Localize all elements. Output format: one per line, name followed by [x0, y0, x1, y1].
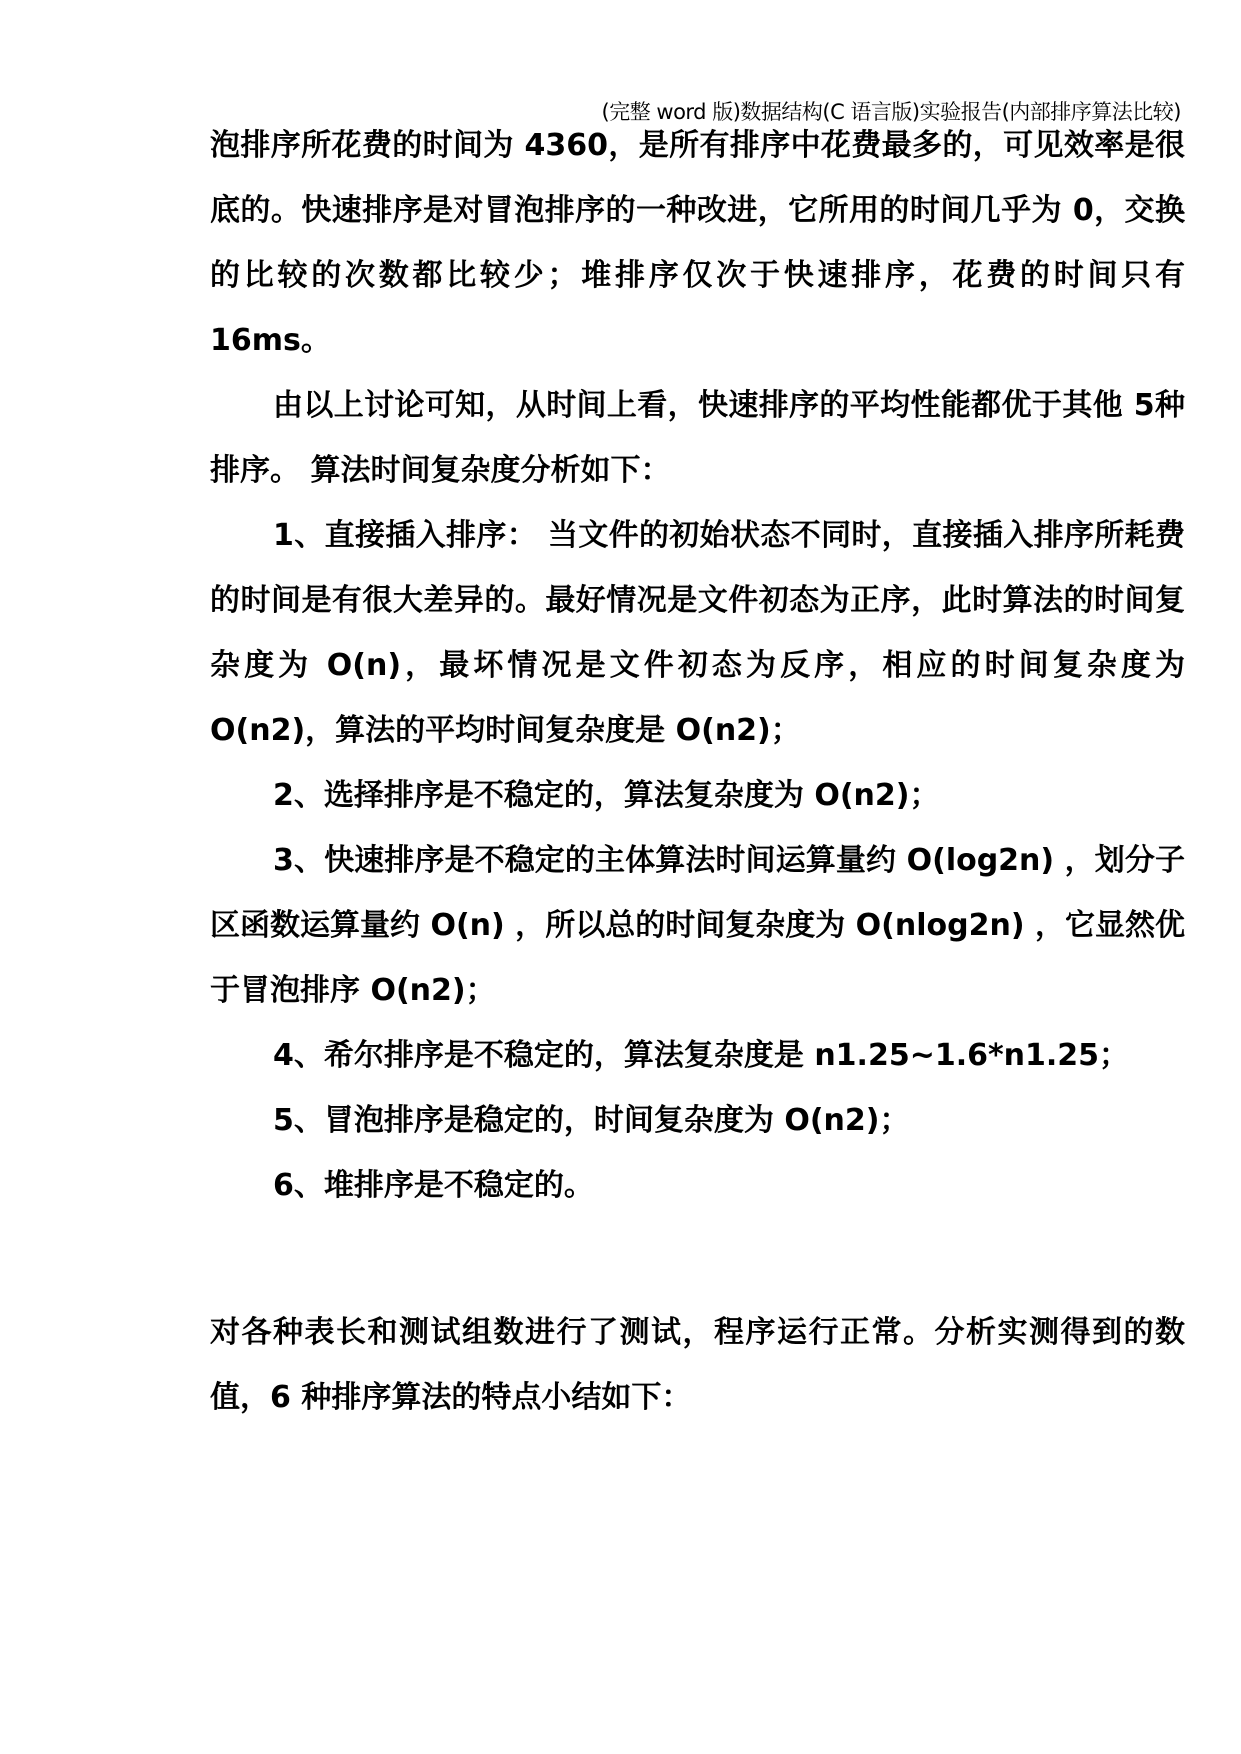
paragraph-quick-sort-conclusion: 由以上讨论可知，从时间上看，快速排序的平均性能都优于其他 5种排序。 算法时间复杂度分析如下： [210, 388, 1185, 488]
body-text-block-1 [210, 113, 1185, 1218]
paragraph-heap-sort-stability: 6、堆排序是不稳定的。 [273, 1168, 594, 1203]
paragraph-shell-sort-complexity: 4、希尔排序是不稳定的，算法复杂度是 n1.25~1.6*n1.25； [273, 1038, 1130, 1073]
paragraph-quick-sort-complexity: 3、快速排序是不稳定的主体算法时间运算量约 O(log2n) ，划分子区函数运算量约 O(n) ，所以总的时间复杂度为 O(nlog2n) ，它显然优于冒泡排序 O(n2)； [210, 843, 1185, 1008]
running-header: (完整 word 版)数据结构(C 语言版)实验报告(内部排序算法比较) [601, 100, 1181, 124]
paragraph-bubble-sort-summary: 泡排序所花费的时间为 4360，是所有排序中花费最多的，可见效率是很底的。快速排序是对冒泡排序的一种改进，它所用的时间几乎为 0，交换的比较的次数都比较少；堆排序仅次于快速排序，花费的时间只有16ms。 [210, 128, 1185, 358]
paragraph-bubble-sort-complexity: 5、冒泡排序是稳定的，时间复杂度为 O(n2)； [273, 1103, 910, 1138]
body-text-block-2 [210, 1300, 1185, 1430]
paragraph-insertion-sort-complexity: 1、直接插入排序： 当文件的初始状态不同时，直接插入排序所耗费的时间是有很大差异的。最好情况是文件初态为正序，此时算法的时间复杂度为 O(n)，最坏情况是文件初态为反序，相应的时间复杂度为O(n2)，算法的平均时间复杂度是 O(n2)； [210, 518, 1185, 748]
paragraph-selection-sort-complexity: 2、选择排序是不稳定的，算法复杂度为 O(n2)； [273, 778, 940, 813]
paragraph-test-summary: 对各种表长和测试组数进行了测试，程序运行正常。分析实测得到的数值，6 种排序算法的特点小结如下： [210, 1315, 1185, 1415]
